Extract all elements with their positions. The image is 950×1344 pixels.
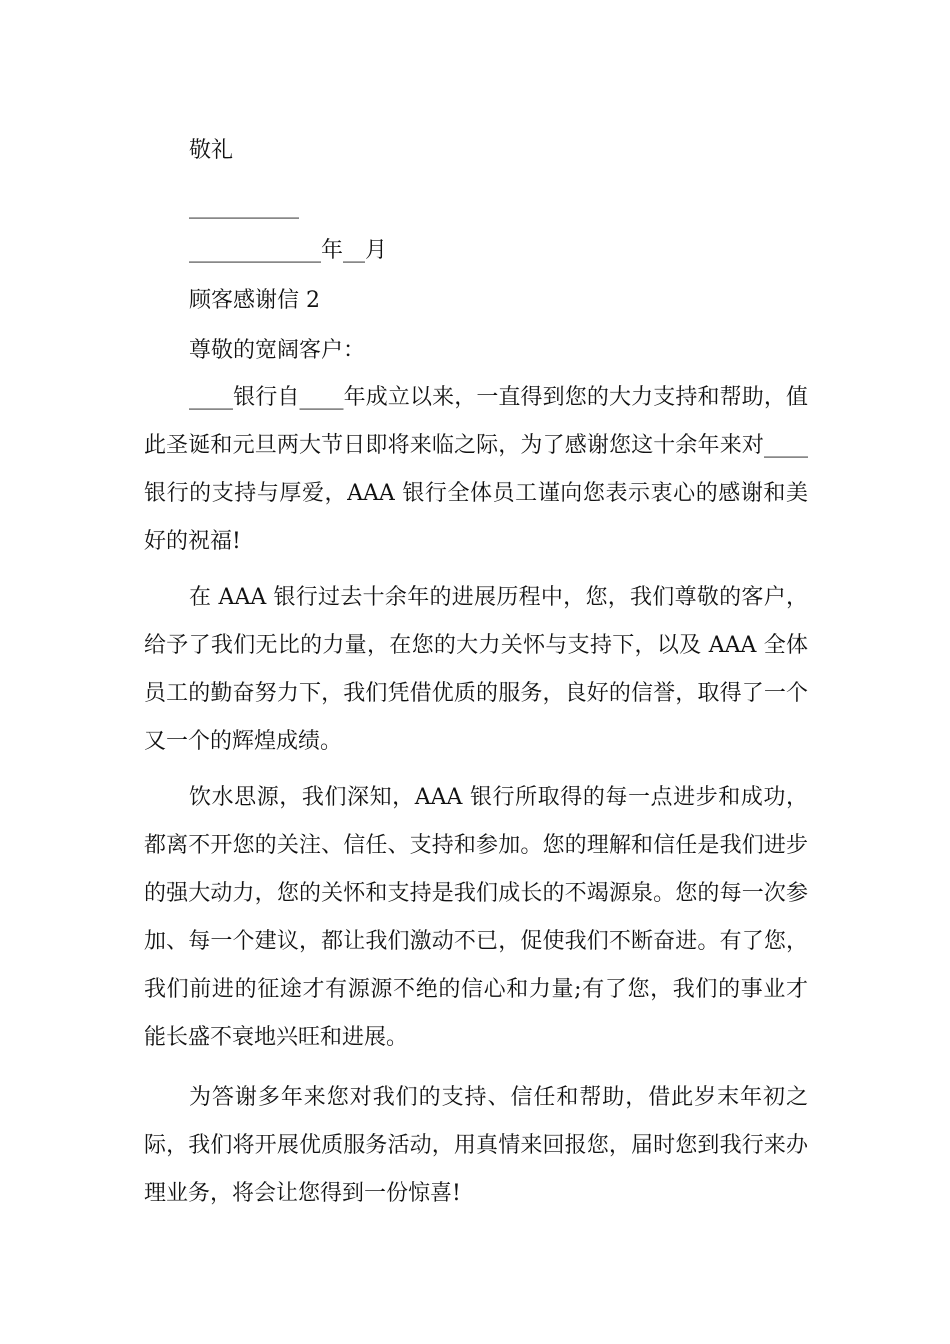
letter-paragraph-1: ____银行自____年成立以来，一直得到您的大力支持和帮助，值此圣诞和元旦两大节日即将来临之际，为了感谢您这十余年来对____银行的支持与厚爱，AAA 银行全体员工谨向您表示衷心的感谢和美好的祝福!	[144, 385, 808, 554]
signature-blank: __________	[189, 194, 299, 219]
letter-paragraph-3: 饮水思源，我们深知，AAA 银行所取得的每一点进步和成功，都离不开您的关注、信任、支持和参加。您的理解和信任是我们进步的强大动力，您的关怀和支持是我们成长的不竭源泉。您的每一次参加、每一个建议，都让我们激动不已，促使我们不断奋进。有了您，我们前进的征途才有源源不绝的信心和力量;有了您，我们的事业才能长盛不衰地兴旺和进展。	[144, 785, 808, 1050]
date-line: ____________年__月	[189, 238, 388, 263]
letter-paragraph-2: 在 AAA 银行过去十余年的进展历程中，您，我们尊敬的客户，给予了我们无比的力量，在您的大力关怀与支持下，以及 AAA 全体员工的勤奋努力下，我们凭借优质的服务，良好的信誉，取得了一个又一个的辉煌成绩。	[144, 585, 808, 754]
letter-title: 顾客感谢信 2	[189, 288, 320, 313]
letter-greeting: 尊敬的宽阔客户：	[189, 338, 366, 363]
closing-salutation: 敬礼	[189, 138, 234, 163]
letter-paragraph-4: 为答谢多年来您对我们的支持、信任和帮助，借此岁末年初之际，我们将开展优质服务活动，用真情来回报您，届时您到我行来办理业务，将会让您得到一份惊喜!	[144, 1085, 808, 1206]
